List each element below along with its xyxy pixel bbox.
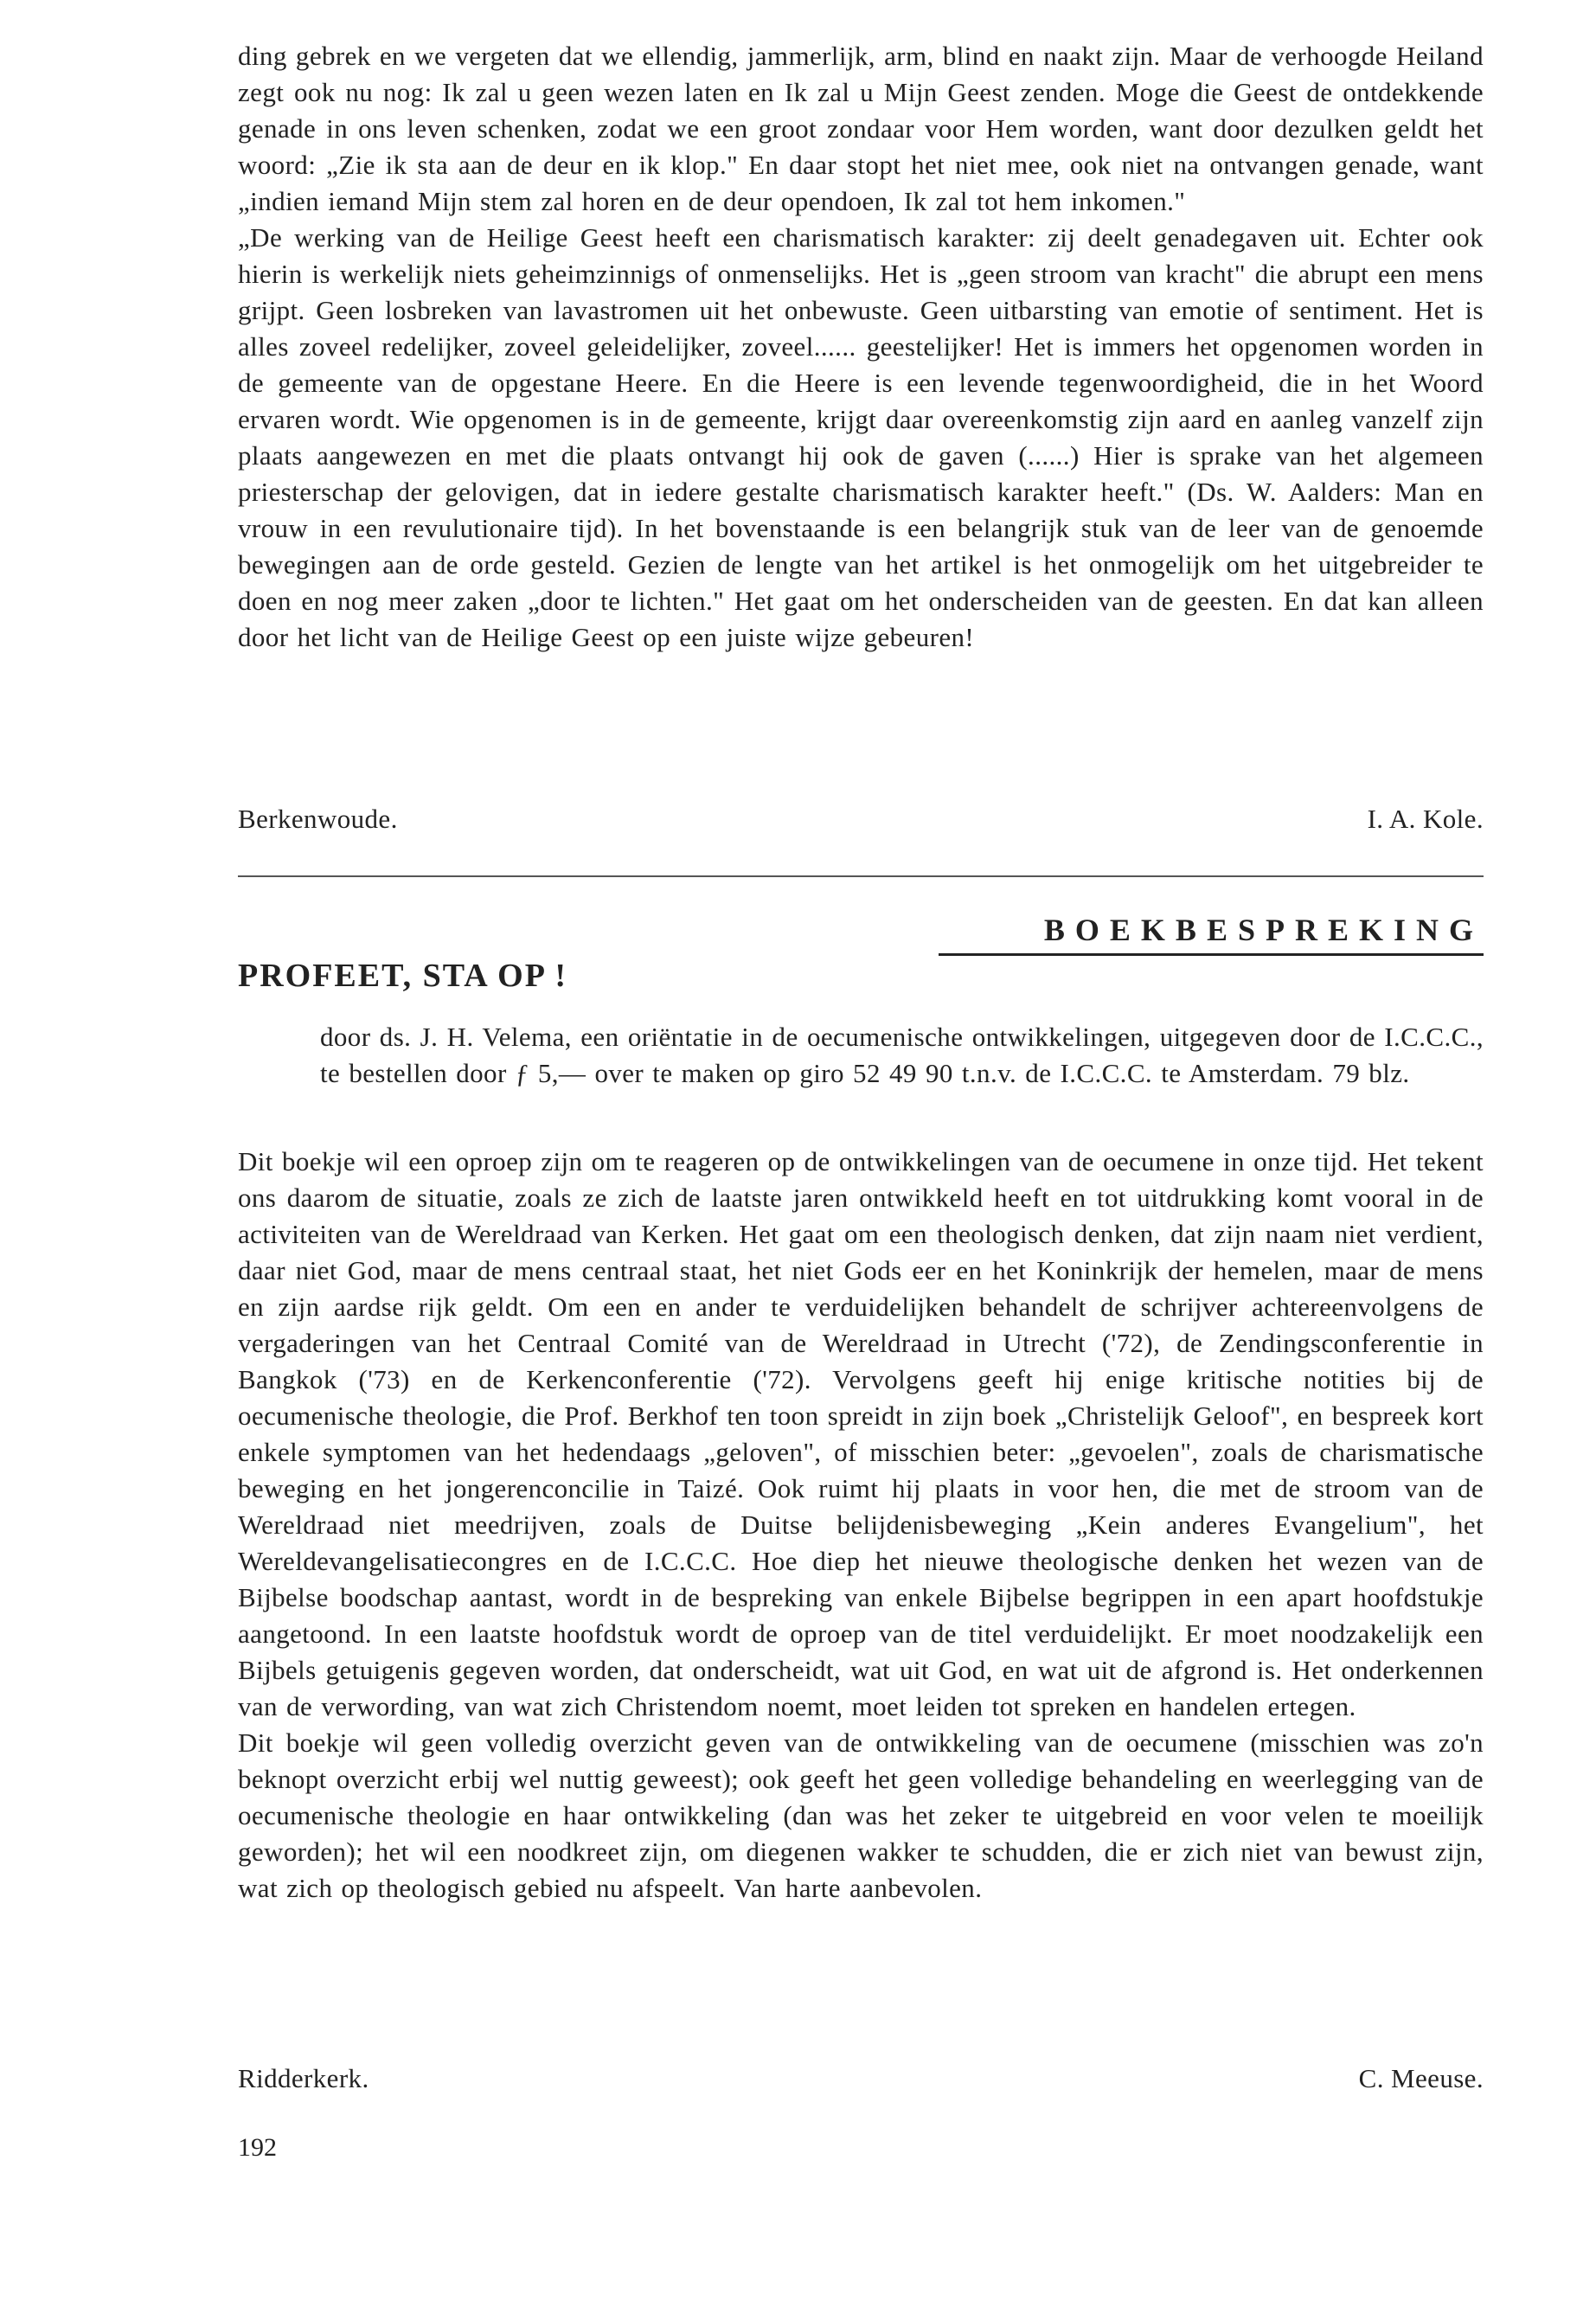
review-signature	[238, 2061, 1484, 2097]
signature-place: Ridderkerk.	[238, 2063, 369, 2093]
signature-place: Berkenwoude.	[238, 804, 398, 834]
article-continuation	[238, 38, 1484, 656]
review-title: PROFEET, STA OP !	[238, 958, 567, 994]
review-paragraph: Dit boekje wil geen volledig overzicht geven van de ontwikkeling van de oecumene (misschien was zo'n beknopt overzicht erbij wel nuttig geweest); ook geeft het geen volledige behandeling en weerlegging van de oecumenische theologie en haar ontwikkeling (dan was het zeker te uitgebreid en voor velen te moeilijk geworden); het wil een noodkreet zijn, om diegenen wakker te schudden, die er zich niet van bewust zijn, wat zich op theologisch gebied nu afspeelt. Van harte aanbevolen.	[238, 1727, 1484, 1903]
review-paragraph: Dit boekje wil een oproep zijn om te reageren op de ontwikkelingen van de oecumene in onze tijd. Het tekent ons daarom de situatie, zoals ze zich de laatste jaren ontwikkeld heeft en tot uitdrukking komt vooral in de activiteiten van de Wereldraad van Kerken. Het gaat om een theologisch denken, dat zijn naam niet verdient, daar niet God, maar de mens centraal staat, het niet Gods eer en het Koninkrijk der hemelen, maar de mens en zijn aardse rijk geldt. Om een en ander te verduidelijken behandelt de schrijver achtereenvolgens de vergaderingen van het Centraal Comité van de Wereldraad in Utrecht ('72), de Zendingsconferentie in Bangkok ('73) en de Kerkenconferentie ('72). Vervolgens geeft hij enige kritische notities bij de oecumenische theologie, die Prof. Berkhof ten toon spreidt in zijn boek „Christelijk Geloof", en bespreek kort enkele symptomen van het hedendaags „geloven", of misschien beter: „gevoelen", zoals de charismatische beweging en het jongerenconcilie in Taizé. Ook ruimt hij plaats in voor hen, die met de stroom van de Wereldraad niet meedrijven, zoals de Duitse belijdenisbeweging „Kein anderes Evangelium", het Wereldevangelisatiecongres en de I.C.C.C. Hoe diep het nieuwe theologische denken het wezen van de Bijbelse boodschap aantast, wordt in de bespreking van enkele Bijbelse begrippen in een apart hoofdstukje aangetoond. In een laatste hoofdstuk wordt de oproep van de titel verduidelijkt. Er moet noodzakelijk een Bijbels getuigenis gegeven worden, dat onderscheidt, wat uit God, en wat uit de afgrond is. Het onderkennen van de verwording, van wat zich Christendom noemt, moet leiden tot spreken en handelen ertegen.	[238, 1146, 1484, 1721]
page-number: 192	[238, 2133, 277, 2162]
article-signature	[238, 801, 1484, 837]
article-paragraph: „De werking van de Heilige Geest heeft een charismatisch karakter: zij deelt genadegaven uit. Echter ook hierin is werkelijk niets geheimzinnigs of onmenselijks. Het is „geen stroom van kracht" die abrupt een mens grijpt. Geen losbreken van lavastromen uit het onbewuste. Geen uitbarsting van emotie of sentiment. Het is alles zoveel redelijker, zoveel geleidelijker, zoveel...... geestelijker! Het is immers het opgenomen worden in de gemeente van de opgestane Heere. En die Heere is een levende tegenwoordigheid, die in het Woord ervaren wordt. Wie opgenomen is in de gemeente, krijgt daar overeenkomstig zijn aard en aanleg vanzelf zijn plaats aangewezen en met die plaats ontvangt hij ook de gaven (......) Hier is sprake van het algemeen priesterschap der gelovigen, dat in iedere gestalte charismatisch karakter heeft." (Ds. W. Aalders: Man en vrouw in een revulutionaire tijd). In het bovenstaande is een belangrijk stuk van de leer van de genoemde bewegingen aan de orde gesteld. Gezien de lengte van het artikel is het onmogelijk om het uitgebreider te doen en nog meer zaken „door te lichten." Het gaat om het onderscheiden van de geesten. En dat kan alleen door het licht van de Heilige Geest op een juiste wijze gebeuren!	[238, 222, 1484, 652]
section-header: BOEKBESPREKING	[1043, 913, 1484, 947]
publication-info: door ds. J. H. Velema, een oriëntatie in de oecumenische ontwikkelingen, uitgegeven door de I.C.C.C., te bestellen door ƒ 5,— over te maken op giro 52 49 90 t.n.v. de I.C.C.C. te Amsterdam. 79 blz.	[320, 1022, 1484, 1088]
section-divider	[238, 875, 1484, 877]
signature-author: I. A. Kole.	[1367, 804, 1484, 834]
section-header-underline	[939, 953, 1484, 956]
signature-author: C. Meeuse.	[1358, 2063, 1484, 2093]
review-body	[238, 1144, 1484, 1907]
article-paragraph: ding gebrek en we vergeten dat we ellendig, jammerlijk, arm, blind en naakt zijn. Maar de verhoogde Heiland zegt ook nu nog: Ik zal u geen wezen laten en Ik zal u Mijn Geest zenden. Moge die Geest de ontdekkende genade in ons leven schenken, zodat we een groot zondaar voor Hem worden, want door dezulken geldt het woord: „Zie ik sta aan de deur en ik klop." En daar stopt het niet mee, ook niet na ontvangen genade, want „indien iemand Mijn stem zal horen en de deur opendoen, Ik zal tot hem inkomen."	[238, 41, 1484, 216]
